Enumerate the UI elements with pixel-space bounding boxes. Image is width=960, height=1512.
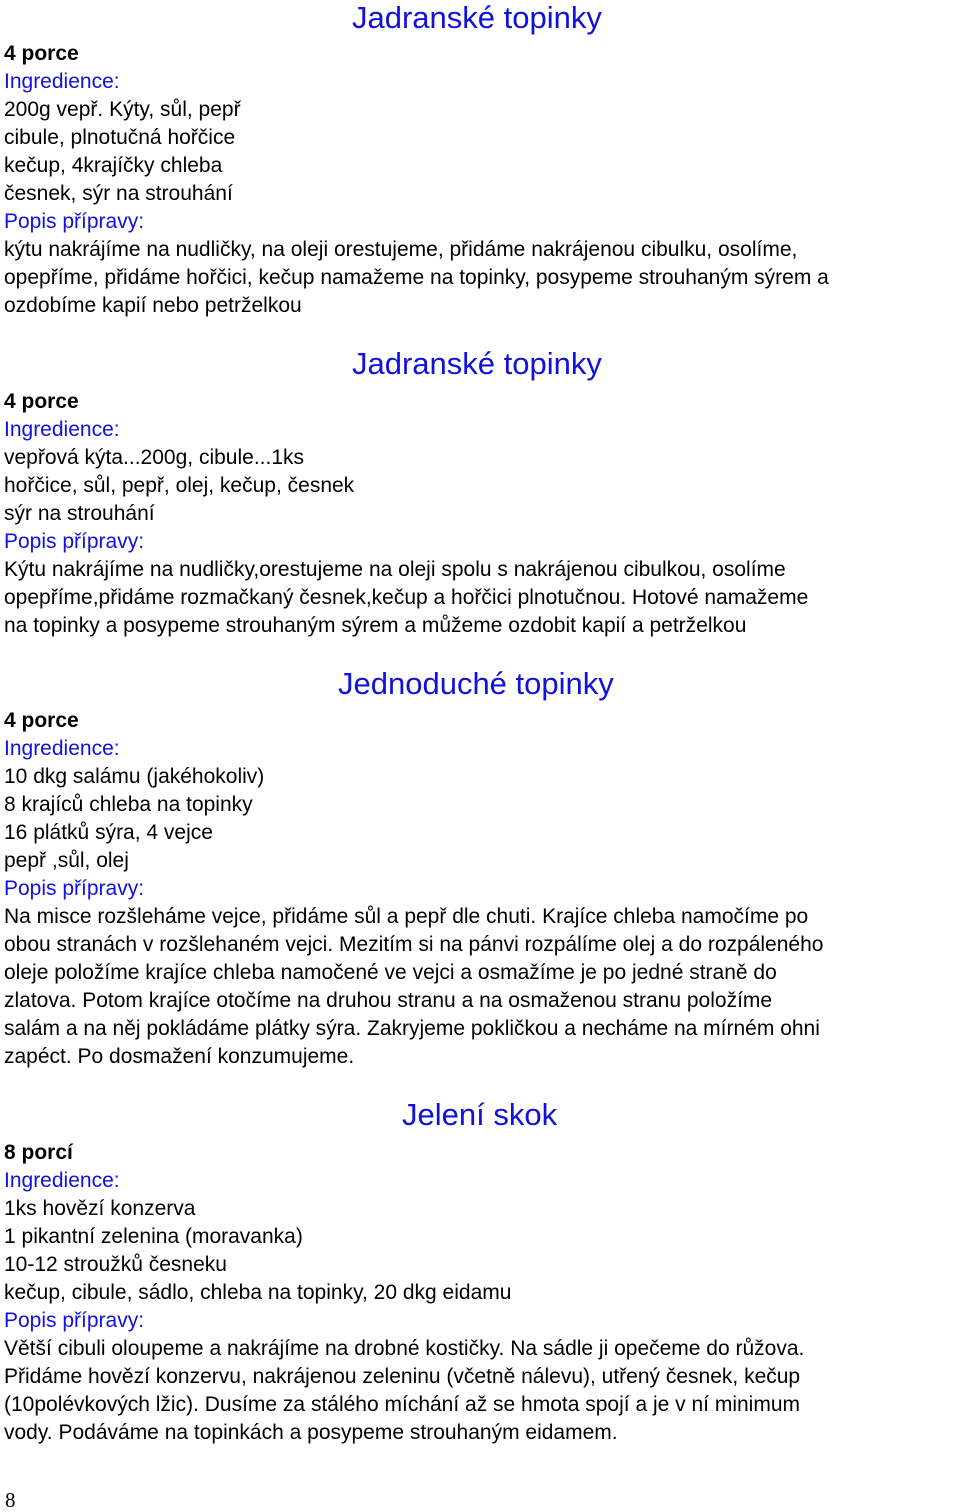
ingredients-label: Ingredience:	[4, 70, 120, 93]
method-line: Větší cibuli oloupeme a nakrájíme na drobné kostičky. Na sádle ji opečeme do růžova.	[4, 1337, 805, 1360]
ingredient-line: sýr na strouhání	[4, 502, 155, 525]
ingredient-line: pepř ,sůl, olej	[4, 849, 129, 872]
servings: 4 porce	[4, 709, 79, 732]
recipe-title: Jelení skok	[402, 1097, 558, 1132]
recipe-title: Jednoduché topinky	[338, 666, 614, 701]
servings: 4 porce	[4, 42, 79, 65]
ingredient-line: 1ks hovězí konzerva	[4, 1197, 196, 1220]
recipe-2	[4, 388, 954, 640]
ingredient-line: 16 plátků sýra, 4 vejce	[4, 821, 213, 844]
method-line: na topinky a posypeme strouhaným sýrem a můžeme ozdobit kapií a petrželkou	[4, 614, 747, 637]
method-line: vody. Podáváme na topinkách a posypeme strouhaným eidamem.	[4, 1421, 618, 1444]
recipe-4	[4, 1139, 954, 1447]
servings: 4 porce	[4, 390, 79, 413]
method-line: zlatova. Potom krajíce otočíme na druhou stranu a na osmaženou stranu položíme	[4, 989, 773, 1012]
method-line: kýtu nakrájíme na nudličky, na oleji orestujeme, přidáme nakrájenou cibulku, osolíme,	[4, 238, 798, 261]
ingredient-line: 1 pikantní zelenina (moravanka)	[4, 1225, 303, 1248]
ingredient-line: hořčice, sůl, pepř, olej, kečup, česnek	[4, 474, 355, 497]
method-line: (10polévkových lžic). Dusíme za stálého míchání až se hmota spojí a je v ní minimum	[4, 1393, 800, 1416]
method-line: obou stranách v rozšlehaném vejci. Mezitím si na pánvi rozpálíme olej a do rozpáleného	[4, 933, 824, 956]
recipe-title: Jadranské topinky	[352, 346, 602, 381]
method-line: opepříme, přidáme hořčici, kečup namažeme na topinky, posypeme strouhaným sýrem a	[4, 266, 829, 289]
ingredients-label: Ingredience:	[4, 418, 120, 441]
method-line: Přidáme hovězí konzervu, nakrájenou zeleninu (včetně nálevu), utřený česnek, kečup	[4, 1365, 801, 1388]
ingredient-line: česnek, sýr na strouhání	[4, 182, 233, 205]
method-line: zapéct. Po dosmažení konzumujeme.	[4, 1045, 355, 1068]
method-label: Popis přípravy:	[4, 877, 145, 900]
method-line: ozdobíme kapií nebo petrželkou	[4, 294, 302, 317]
recipe-3	[4, 707, 954, 1071]
method-label: Popis přípravy:	[4, 210, 145, 233]
ingredient-line: 10 dkg salámu (jakéhokoliv)	[4, 765, 265, 788]
servings: 8 porcí	[4, 1141, 73, 1164]
method-line: Kýtu nakrájíme na nudličky,orestujeme na oleji spolu s nakrájenou cibulkou, osolíme	[4, 558, 786, 581]
ingredient-line: 200g vepř. Kýty, sůl, pepř	[4, 98, 241, 121]
page-number: 8	[5, 1488, 16, 1512]
method-line: opepříme,přidáme rozmačkaný česnek,kečup a hořčici plnotučnou. Hotové namažeme	[4, 586, 809, 609]
ingredient-line: kečup, 4krajíčky chleba	[4, 154, 223, 177]
ingredient-line: 10-12 stroužků česneku	[4, 1253, 227, 1276]
method-line: Na misce rozšleháme vejce, přidáme sůl a pepř dle chuti. Krajíce chleba namočíme po	[4, 905, 809, 928]
ingredient-line: kečup, cibule, sádlo, chleba na topinky, 20 dkg eidamu	[4, 1281, 512, 1304]
ingredient-line: cibule, plnotučná hořčice	[4, 126, 236, 149]
recipe-1	[4, 40, 954, 320]
recipe-title: Jadranské topinky	[352, 0, 602, 35]
ingredients-label: Ingredience:	[4, 1169, 120, 1192]
ingredient-line: 8 krajíců chleba na topinky	[4, 793, 253, 816]
method-label: Popis přípravy:	[4, 1309, 145, 1332]
method-label: Popis přípravy:	[4, 530, 145, 553]
ingredients-label: Ingredience:	[4, 737, 120, 760]
method-line: oleje položíme krajíce chleba namočené ve vejci a osmažíme je po jedné straně do	[4, 961, 777, 984]
ingredient-line: vepřová kýta...200g, cibule...1ks	[4, 446, 304, 469]
method-line: salám a na něj pokládáme plátky sýra. Zakryjeme pokličkou a necháme na mírném ohni	[4, 1017, 820, 1040]
